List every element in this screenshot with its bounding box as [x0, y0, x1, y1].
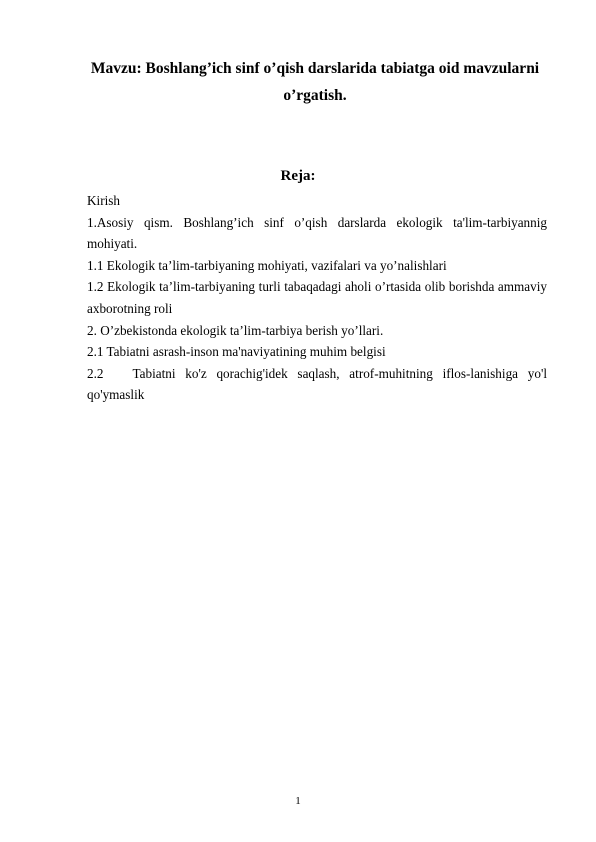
plan-item-2: 2. O’zbekistonda ekologik ta’lim-tarbiya berish yo’llari. — [87, 322, 384, 338]
plan-heading: Reja: — [280, 168, 316, 184]
plan-item-2-1: 2.1 Tabiatni asrash-inson ma'naviyatining muhim belgisi — [87, 344, 386, 360]
document-title: Mavzu: Boshlang’ich sinf o’qish darslarida tabiatga oid mavzularni o’rgatish. — [90, 60, 540, 104]
plan-item-1-1: 1.1 Ekologik ta’lim-tarbiyaning mohiyati, vazifalari va yo’nalishlari — [87, 257, 447, 273]
plan-item-2-2: 2.2 Tabiatni ko'z qorachig'idek saqlash, atrof-muhitning iflos-lanishiga yo'l qo'ymaslik — [87, 365, 551, 403]
plan-item-introduction: Kirish — [87, 193, 120, 208]
plan-item-1-2: 1.2 Ekologik ta’lim-tarbiyaning turli tabaqadagi aholi o’rtasida olib borishda ammaviy axborotning roli — [87, 279, 547, 316]
page-number: 1 — [295, 795, 301, 807]
plan-list — [87, 190, 551, 406]
plan-item-main-part: 1.Asosiy qism. Boshlang’ich sinf o’qish darslarda ekologik ta'lim-tarbiyannig mohiyati. — [87, 214, 547, 252]
